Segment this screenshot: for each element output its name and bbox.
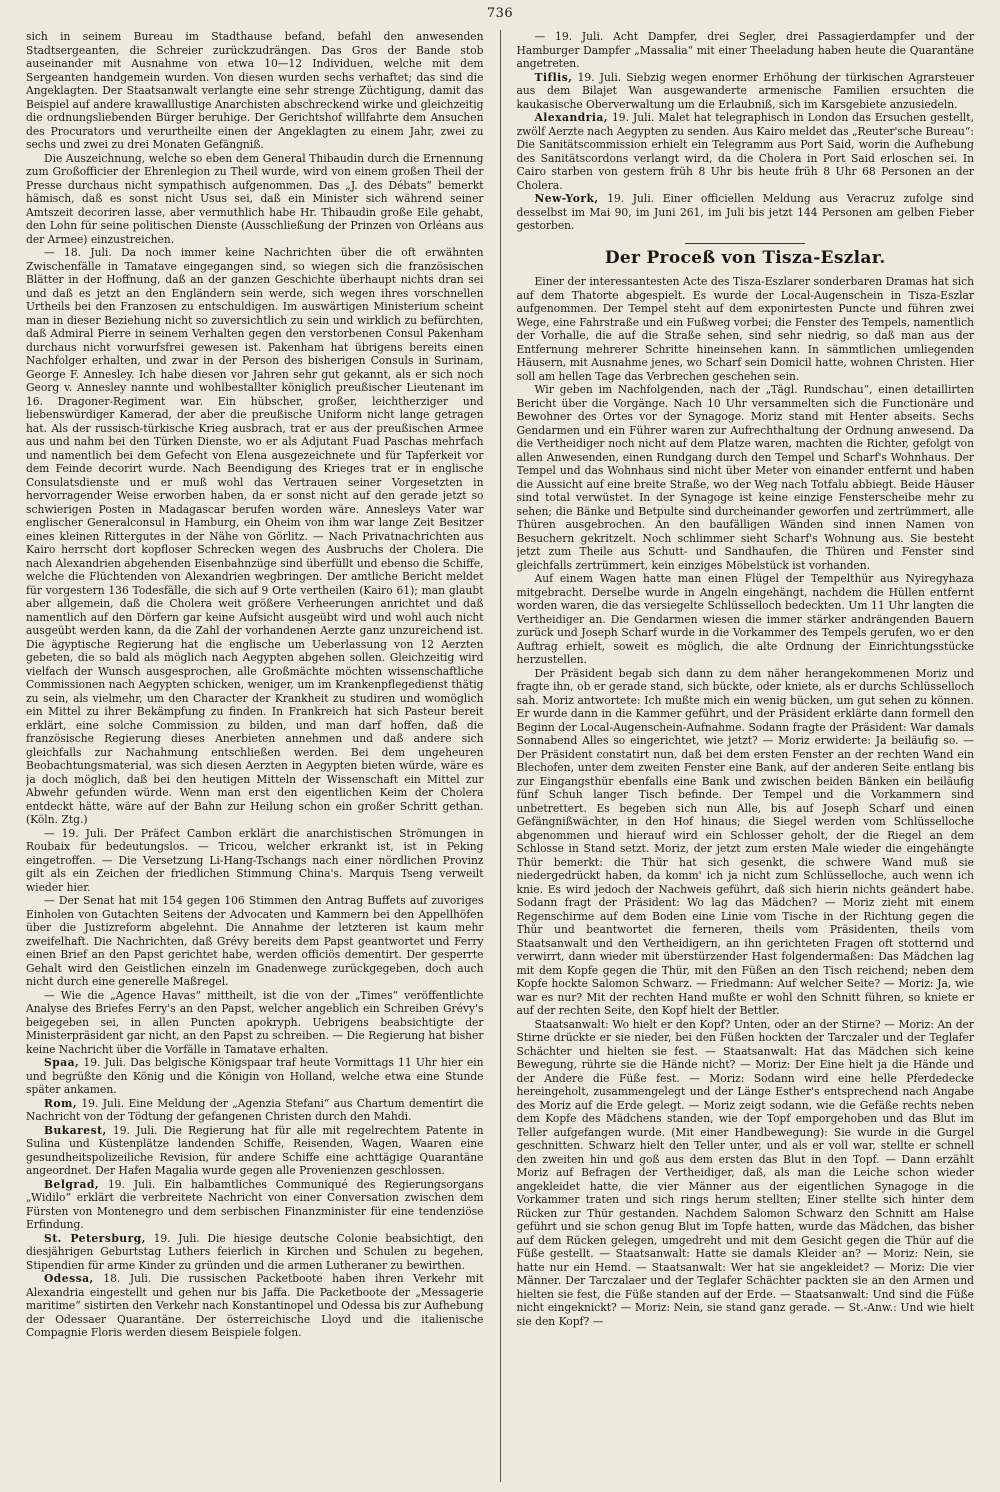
dateline-place: Odessa, bbox=[44, 1272, 94, 1285]
dateline-place: Belgrad, bbox=[44, 1177, 100, 1191]
dateline-place: Rom, bbox=[44, 1096, 78, 1110]
dispatch-belgrad bbox=[26, 1178, 484, 1232]
article-heading: Der Proceß von Tisza-Eszlar. bbox=[604, 247, 886, 268]
dispatch-text: 19. Juli. Das belgische Königspaar traf heute Vormittags 11 Uhr hier ein und begrüßte den König und die Königin von Holland, welche etwa eine Stunde später ankamen. bbox=[26, 1056, 484, 1096]
article-paragraph: — 19. Juli. Acht Dampfer, drei Segler, drei Passagierdampfer und der Hamburger Dampfer „Massalia“ mit einer Theeladung haben heute die Quarantäne angetreten. bbox=[516, 30, 974, 70]
article-paragraph: Einer der interessantesten Acte des Tisza-Eszlarer sonderbaren Dramas hat sich auf dem Thatorte abgespielt. Es wurde der Local-Augenschein in Tisza-Eszlar aufgenommen. Der Tempel steht auf dem exponirtesten Puncte und führen zwei Wege, eine Fahrstraße und ein Fußweg vorbei; die Fenster des Tempels, namentlich der Vorhalle, die auf die Straße sehen, sind sehr niedrig, so daß man aus der Entfernung mehrerer Schritte hineinsehen kann. In sämmtlichen umliegenden Häusern, mit Ausnahme jenes, wo Scharf sein Domicil hatte, wohnen Christen. Hier soll am hellen Tage das Verbrechen geschehen sein. bbox=[516, 275, 974, 383]
dispatch-text: 19. Juli. Die hiesige deutsche Colonie beabsichtigt, den diesjährigen Geburtstag Luthers feierlich in Kirchen und Schulen zu begehen, Stipendien für arme Kinder zu gründen und die armen Lutheraner zu bewirthen. bbox=[26, 1231, 484, 1272]
dispatch-text: 19. Juli. Ein halbamtliches Communiqué des Regierungsorgans „Widilo“ erklärt die verbreitete Nachricht von einer Conversation zwischen dem Fürsten von Montenegro und dem serbischen Finanzminister für eine tendenziöse Erfindung. bbox=[26, 1177, 484, 1231]
article-paragraph: — 18. Juli. Da noch immer keine Nachrichten über die oft erwähnten Zwischenfälle in Tamatave eingegangen sind, so wiegen sich die französischen Blätter in der Hoffnung, daß an der ganzen Geschichte überhaupt nichts dran sei und daß es jetzt an den Engländern sein werde, sich wegen ihres vorschnellen Urtheils bei den Franzosen zu entschuldigen. Im auswärtigen Ministerium scheint man in dieser Beziehung nicht so zuversichtlich zu sein und wirklich zu befürchten, daß Admiral Pierre in seinem Verhalten gegen den verstorbenen Consul Pakenham durchaus nicht vorwurfsfrei gewesen ist. Pakenham hat übrigens bereits einen Nachfolger erhalten, und zwar in der Person des bisherigen Consuls in Surinam, George F. Annesley. Ich habe diesen vor Jahren sehr gut gekannt, als er sich noch Georg v. Annesley nannte und wohlbestallter königlich preußischer Lieutenant im 16. Dragoner-Regiment war. Ein hübscher, großer, leichtherziger und liebenswürdiger Kamerad, der aber die preußische Uniform nicht lange getragen hat. Als der russisch-türkische Krieg ausbrach, trat er aus der preußischen Armee aus und nahm bei den Türken Dienste, wo er als Adjutant Fuad Paschas mehrfach und namentlich bei dem Gefecht von Elena ausgezeichnete und für Tapferkeit vor dem Feinde decorirt wurde. Nach Beendigung des Krieges trat er in englische Consulatsdienste und er muß wohl das Vertrauen seiner Vorgesetzten in hervorragender Weise erworben haben, da er sonst nicht auf den gerade jetzt so schwierigen Posten in Madagascar berufen worden wäre. Annesleys Vater war englischer Generalconsul in Hamburg, ein Oheim von ihm war lange Zeit Besitzer eines kleinen Rittergutes in der Nähe von Görlitz. — Nach Privatnachrichten aus Kairo herrscht dort kopfloser Schrecken wegen des Ausbruchs der Cholera. Die nach Alexandrien abgehenden Eisenbahnzüge sind überfüllt und ebenso die Schiffe, welche die Flüchtenden von Alexandrien wegbringen. Der amtliche Bericht meldet für vorgestern 136 Todesfälle, die sich auf 9 Orte vertheilen (Kairo 61); man glaubt aber allgemein, daß die Cholera weit größere Verheerungen anrichtet und daß namentlich auf den Dörfern gar keine Aufsicht ausgeübt wird und wohl auch nicht ausgeübt werden kann, da die Zahl der vorhandenen Aerzte ganz unzureichend ist. Die ägyptische Regierung hat die englische um Ueberlassung von 12 Aerzten gebeten, die so bald als möglich nach Aegypten abgehen sollen. Gleichzeitig wird vielfach der Wunsch ausgesprochen, alle Großmächte möchten wissenschaftliche Commissionen nach Aegypten schicken, weniger, um im Krankenpflegedienst thätig zu sein, als vielmehr, um den Character der Krankheit zu studiren und womöglich ein Mittel zu ihrer Bekämpfung zu finden. In Frankreich hat sich Pasteur bereit erklärt, eine solche Commission zu bilden, und man darf hoffen, daß die französische Regierung dieses Anerbieten annehmen und daß andere sich gleichfalls zur Nachahmung entschließen werden. Bei dem ungeheuren Beobachtungsmaterial, was sich diesen Aerzten in Aegypten bieten würde, wäre es ja doch möglich, daß bei den heutigen Mitteln der Wissenschaft ein Mittel zur Abwehr gefunden würde. Wenn man erst den eigentlichen Keim der Cholera entdeckt hätte, wäre auf der Bahn zur Heilung schon ein großer Schritt gethan. (Köln. Ztg.) bbox=[26, 246, 484, 826]
dispatch-alexandria bbox=[517, 111, 975, 192]
dispatch-text: 19. Juli. Siebzig wegen enormer Erhöhung der türkischen Agrarsteuer aus dem Bilajet Wan ausgewanderte armenische Familien ersuchten die kaukasische Oberverwaltung um die Erlaubniß, sich im Karsgebiete anzusiedeln. bbox=[516, 70, 974, 111]
dateline-place: Bukarest, bbox=[44, 1123, 107, 1137]
article-paragraph: — 19. Juli. Der Präfect Cambon erklärt die anarchistischen Strömungen in Roubaix für bedeutungslos. — Tricou, welcher erkrankt ist, ist in Peking eingetroffen. — Die Versetzung Li-Hang-Tschangs nach einer nördlichen Provinz gilt als ein Zeichen der friedlichen Stimmung China's. Marquis Tseng verweilt wieder hier. bbox=[26, 826, 484, 894]
dispatch-text: 18. Juli. Die russischen Packetboote haben ihren Verkehr mit Alexandria eingestellt und gehen nur bis Jaffa. Die Packetboote der „Messagerie maritime“ sistirten den Verkehr nach Konstantinopel und Odessa bis zur Aufhebung der Odessaer Quarantäne. Der österreichische Lloyd und die italienische Compagnie Floris werden diesem Beispiele folgen. bbox=[26, 1272, 484, 1339]
article-paragraph: Wir geben im Nachfolgenden, nach der „Tägl. Rundschau“, einen detaillirten Bericht über die Vorgänge. Nach 10 Uhr versammelten sich die Functionäre und Bewohner des Ortes vor der Synagoge. Moriz stand mit Henter abseits. Sechs Gendarmen und ein Führer waren zur Aufrechthaltung der Ordnung anwesend. Da die Vertheidiger noch nicht auf dem Platze waren, machten die Richter, gefolgt von allen Anwesenden, einen Rundgang durch den Tempel und Scharf's Wohnhaus. Der Tempel und das Wohnhaus sind nicht über Meter von einander entfernt und haben die Aussicht auf eine breite Straße, wo der Weg nach Totfalu abbiegt. Beide Häuser sind total verwüstet. In der Synagoge ist keine einzige Fensterscheibe mehr zu sehen; die Bänke und Betpulte sind durcheinander geworfen und zertrümmert, alle Thüren ausgebrochen. An den baufälligen Wänden sind innen Namen von Besuchern gekritzelt. Noch schlimmer sieht Scharf's Wohnung aus. Sie besteht jetzt zum Theile aus Schutt- und Sandhaufen, die Thüren und Fenster sind gleichfalls zertrümmert, kein einziges Möbelstück ist vorhanden. bbox=[516, 383, 974, 572]
dateline-place: Alexandria, bbox=[534, 111, 609, 124]
dispatch-rom bbox=[26, 1097, 484, 1124]
dispatch-bukarest bbox=[26, 1124, 484, 1178]
article-paragraph: Die Auszeichnung, welche so eben dem General Thibaudin durch die Ernennung zum Großofficier der Ehrenlegion zu Theil wurde, wird von einem großen Theil der Presse durchaus nicht sympathisch aufgenommen. Das „J. des Débats“ bemerkt hämisch, daß es sonst nicht Usus sei, daß ein Minister sich während seiner Amtszeit decoriren lasse, aber vermuthlich habe Hr. Thibaudin große Eile gehabt, den Lohn für seine politischen Dienste (Ausschließung der Prinzen von Orléans aus der Armee) einzustreichen. bbox=[26, 151, 484, 246]
dateline-place: New-York, bbox=[534, 192, 599, 205]
article-paragraph: — Der Senat hat mit 154 gegen 106 Stimmen den Antrag Buffets auf zuvoriges Einholen von Gutachten Seitens der Advocaten und Kammern bei den Appellhöfen über die Justizreform abgelehnt. Die Annahme der letzteren ist kaum mehr zweifelhaft. Die Nachrichten, daß Grévy bereits dem Papst geantwortet und Ferry einen Brief an den Papst gerichtet habe, werden officiös dementirt. Der gesperrte Gehalt wird den Geistlichen einzeln im Gnadenwege zurückgegeben, doch auch nicht durch eine generelle Maßregel. bbox=[26, 894, 484, 988]
dispatch-text: 19. Juli. Die Regierung hat für alle mit regelrechtem Patente in Sulina und Küstenplätze landenden Schiffe, Reisenden, Wagen, Waaren eine gesundheitspolizeiliche Revision, für andere Schiffe eine achttägige Quarantäne angeordnet. Der Hafen Magalia wurde gegen alle Provenienzen geschlossen. bbox=[26, 1123, 484, 1177]
dispatch-text: 19. Juli. Eine Meldung der „Agenzia Stefani“ aus Chartum dementirt die Nachricht von der Tödtung der gefangenen Christen durch den Mahdi. bbox=[26, 1096, 484, 1123]
dispatch-tiflis bbox=[517, 71, 975, 112]
dateline-place: Tiflis, bbox=[534, 70, 573, 84]
page-number: 736 bbox=[486, 6, 514, 21]
dispatch-odessa bbox=[26, 1272, 484, 1340]
left-column bbox=[26, 30, 484, 1482]
article-paragraph: Staatsanwalt: Wo hielt er den Kopf? Unten, oder an der Stirne? — Moriz: An der Stirne drückte er sie nieder, bei den Füßen hockten der Tarczaler und der Teglafer Schächter und hielten sie fest. — Staatsanwalt: Hat das Mädchen sich keine Bewegung, rührte sie die Hände nicht? — Moriz: Der Eine hielt ja die Hände und der Andere die Füße fest. — Moriz: Sodann wird eine helle Pferdedecke hereingeholt, zusammengelegt und der Länge Esther's entsprechend nach Angabe des Moriz auf die Erde gelegt. — Moriz zeigt sodann, wie die Gefäße rechts neben dem Kopfe des Mädchens standen, wie der Topf emporgehoben und das Blut im Teller aufgefangen wurde. (Mit einer Handbewegung): Sie wurde in die Gurgel geschnitten. Schwarz hielt den Teller unter, und als er voll war, stellte er schnell den zweiten hin und goß aus dem ersten das Blut in den Topf. — Dann erzählt Moriz auf Befragen der Vertheidiger, daß, als man die Leiche schon wieder angekleidet hatte, die vier Männer aus der eigentlichen Synagoge in die Vorkammer traten und sich rings herum stellten; Einer stellte sich hinter dem Rücken zur Thür gestanden. Nachdem Salomon Schwarz den Schnitt am Halse geführt und sie schon genug Blut im Topfe hatten, wurde das Mädchen, das bisher auf dem Rücken gelegen, umgedreht und mit dem Gesicht gegen die Thür auf die Füße gestellt. — Staatsanwalt: Hatte sie damals Kleider an? — Moriz: Nein, sie hatte nur ein Hemd. — Staatsanwalt: Wer hat sie angekleidet? — Moriz: Die vier Männer. Der Tarczalaer und der Teglafer Schächter packten sie an den Armen und hielten sie fest, die Füße standen auf der Erde. — Staatsanwalt: Und sind die Füße nicht eingeknickt? — Moriz: Nein, sie stand ganz gerade. — St.-Anw.: Und wie hielt sie den Kopf? — bbox=[516, 1017, 974, 1328]
section-divider bbox=[685, 243, 805, 244]
article-paragraph: — Wie die „Agence Havas“ mittheilt, ist die von der „Times“ veröffentlichte Analyse des Briefes Ferry's an den Papst, welcher angeblich ein Schreiben Grévy's beigegeben sei, in allen Puncten apokryph. Uebrigens beabsichtigte der Ministerpräsident gar nicht, an den Papst zu schreiben. — Die Regierung hat bisher keine Nachricht über die Vorfälle in Tamatave erhalten. bbox=[26, 988, 484, 1056]
article-paragraph: sich in seinem Bureau im Stadthause befand, befahl den anwesenden Stadtsergeanten, die Schreier zurückzudrängen. Das Gros der Bande stob auseinander mit Ausnahme von etwa 10—12 Individuen, welche mit dem Sergeanten handgemein wurden. Von diesen wurden sechs verhaftet; das sind die Angeklagten. Der Staatsanwalt verlangte eine sehr strenge Züchtigung, damit das Beispiel auf andere krawalllustige Anarchisten abschreckend wirke und gleichzeitig die ordnungsliebenden Bürger beruhige. Der Gerichtshof willfahrte dem Ansuchen des Procurators und verurtheilte einen der Angeklagten zu einem Jahr, zwei zu sechs und zwei zu drei Monaten Gefängniß. bbox=[26, 30, 484, 151]
dispatch-text: 19. Juli. Einer officiellen Meldung aus Veracruz zufolge sind desselbst im Mai 90, im Juni 261, im Juli bis jetzt 144 Personen am gelben Fieber gestorben. bbox=[516, 192, 974, 232]
columns bbox=[26, 30, 974, 1482]
dispatch-text: 19. Juli. Malet hat telegraphisch in London das Ersuchen gestellt, zwölf Aerzte nach Aegypten zu senden. Aus Kairo meldet das „Reuter'sche Bureau“: Die Sanitätscommission erhielt ein Telegramm aus Port Said, worin die Aufhebung des Sanitätscordons verlangt wird, da die Cholera in Port Said erloschen sei. In Cairo starben von gestern früh 8 Uhr bis heute früh 8 Uhr 68 Personen an der Cholera. bbox=[516, 111, 974, 192]
dateline-place: St. Petersburg, bbox=[44, 1231, 146, 1245]
dispatch-spaa bbox=[26, 1056, 484, 1097]
right-column bbox=[517, 30, 975, 1482]
dateline-place: Spaa, bbox=[44, 1056, 80, 1069]
article-paragraph: Auf einem Wagen hatte man einen Flügel der Tempelthür aus Nyiregyhaza mitgebracht. Derselbe wurde in Angeln eingehängt, nachdem die Hüllen entfernt worden waren, die das versiegelte Schlüsselloch bedeckten. Um 11 Uhr langten die Vertheidiger an. Die Gendarmen wiesen die immer stärker andrängenden Bauern zurück und Joseph Scharf wurde in die Vorkammer des Tempels gerufen, wo er den Auftrag erhielt, soweit es möglich, die alte Ordnung der Einrichtungsstücke herzustellen. bbox=[516, 572, 974, 666]
dispatch-st-petersburg bbox=[26, 1232, 484, 1273]
article-paragraph: Der Präsident begab sich dann zu dem näher herangekommenen Moriz und fragte ihn, ob er gerade stand, sich bückte, oder kniete, als er durchs Schlüsselloch sah. Moriz antwortete: Ich mußte mich ein wenig bücken, um gut sehen zu können. Er wurde dann in die Kammer geführt, und der Präsident erklärte dann formell den Beginn der Local-Augenschein-Aufnahme. Sodann fragte der Präsident: War damals Sonnabend Alles so eingerichtet, wie jetzt? — Moriz erwiderte: Ja beiläufig so. — Der Präsident constatirt nun, daß bei dem ersten Fenster an der rechten Wand ein Blechofen, unter dem zweiten Fenster eine Bank, auf der anderen Seite entlang bis zur Eingangsthür ebenfalls eine Bank und zwischen beiden Bänken ein beiläufig fünf Schuh langer Tisch befinde. Der Tempel und die Vorkammern sind unbetrettert. Es begeben sich nun Alle, bis auf Joseph Scharf und einen Gefängnißwächter, in den Hof hinaus; die Siegel werden vom Schlüsselloche abgenommen und hierauf wird ein Schlosser geholt, der die Riegel an dem Schlosse in Stand setzt. Moriz, der jetzt zum ersten Male wieder die eingehängte Thür bemerkt: die Thür hat sich gesenkt, die schwere Wand muß sie niedergedrückt haben, da komm' ich ja nicht zum Schlüsselloche, auch wenn ich knie. Es wird jedoch der Nachweis geführt, daß sich hierin nichts geändert habe. Sodann fragt der Präsident: Wo lag das Mädchen? — Moriz zieht mit einem Regenschirme auf dem Boden eine Linie vom Tische in der Richtung gegen die Thür und beantwortet die ferneren, theils vom Präsidenten, theils vom Staatsanwalt und den Vertheidigern, an ihn gerichteten Fragen oft stotternd und verwirrt, dann wieder mit überstürzender Hast folgendermaßen: Das Mädchen lag mit dem Kopfe gegen die Thür, mit den Füßen an den Tisch reichend; neben dem Kopfe hockte Salomon Schwarz. — Friedmann: Auf welcher Seite? — Moriz: Ja, wie war es nur? Mit der rechten Hand mußte er wohl den Schnitt führen, so kniete er auf der rechten Seite, den Kopf hielt der Bettler. bbox=[516, 666, 974, 1017]
dispatch-new-york bbox=[517, 192, 975, 233]
column-rule bbox=[500, 30, 501, 1482]
